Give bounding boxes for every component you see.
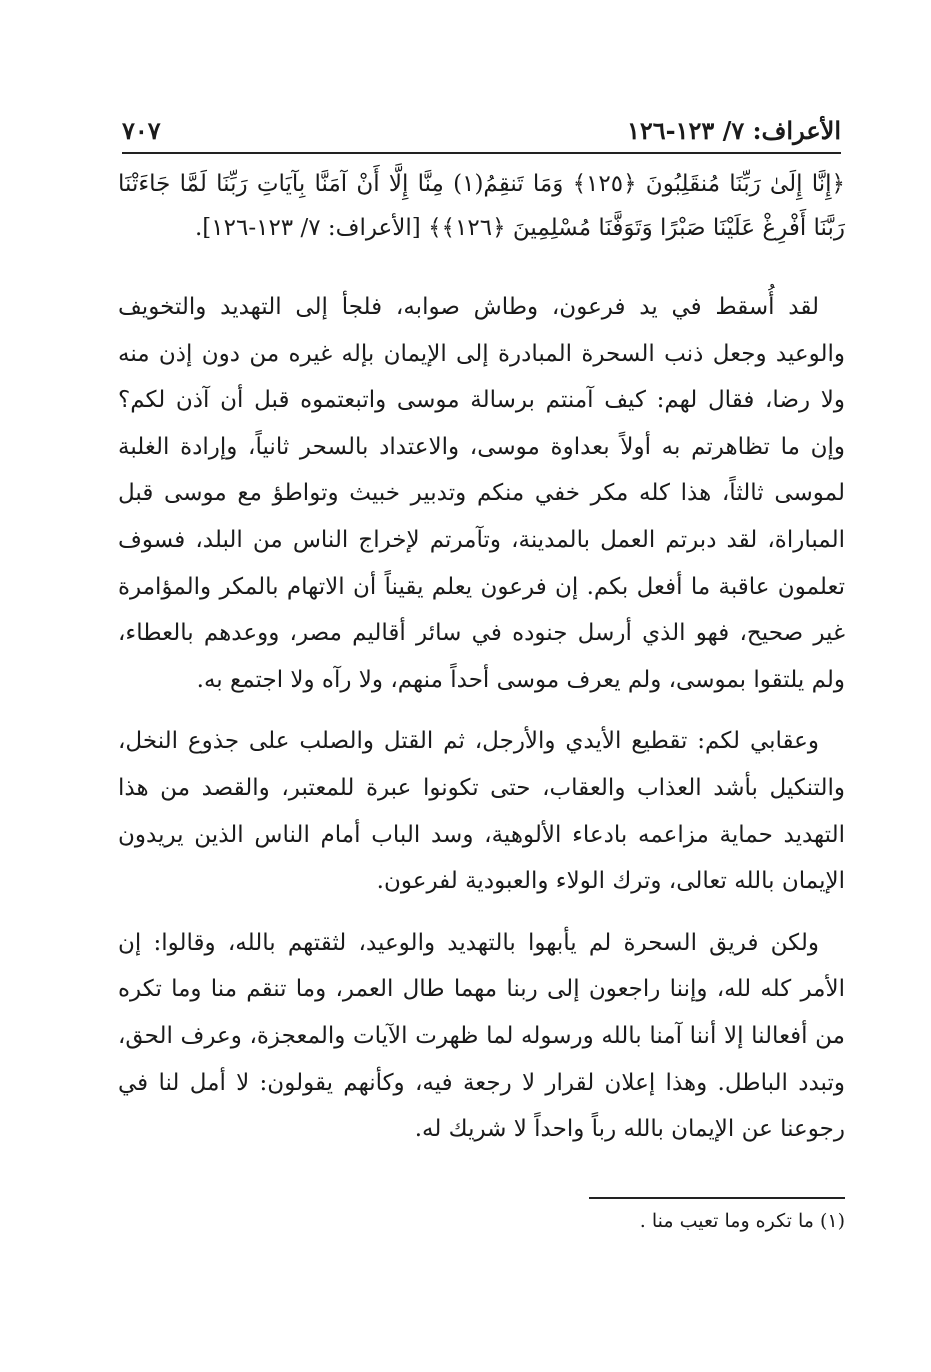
commentary-body <box>118 284 845 1168</box>
header-divider <box>122 152 841 154</box>
paragraph-1: لقد أُسقط في يد فرعون، وطاش صوابه، فلجأ إلى التهديد والتخويف والوعيد وجعل ذنب السحرة المبادرة إلى الإيمان بإله غيره من دون إذن منه ولا رضا، فقال لهم: كيف آمنتم برسالة موسى واتبعتموه قبل أن آذن لكم؟ وإن ما تظاهرتم به أولاً بعداوة موسى، والاعتداد بالسحر ثانياً، وإرادة الغلبة لموسى ثالثاً، هذا كله مكر خفي منكم وتدبير خبيث وتواطؤ مع موسى قبل المباراة، لقد دبرتم العمل بالمدينة، وتآمرتم لإخراج الناس من البلد، فسوف تعلمون عاقبة ما أفعل بكم. إن فرعون يعلم يقيناً أن الاتهام بالمكر والمؤامرة غير صحيح، فهو الذي أرسل جنوده في سائر أقاليم مصر، ووعدهم بالعطاء، ولم يلتقوا بموسى، ولم يعرف موسى أحداً منهم، ولا رآه ولا اجتمع به. <box>118 294 845 693</box>
page-number: ٧٠٧ <box>122 116 161 145</box>
page-header <box>122 112 841 152</box>
quran-verse: ﴿إِنَّا إِلَىٰ رَبِّنَا مُنقَلِبُونَ ﴿١٢٥﴾ وَمَا تَنقِمُ(١) مِنَّا إِلَّا أَنْ آمَنَّا بِآيَاتِ رَبِّنَا لَمَّا جَاءَتْنَا رَبَّنَا أَفْرِغْ عَلَيْنَا صَبْرًا وَتَوَفَّنَا مُسْلِمِينَ ﴿١٢٦﴾﴾ [الأعراف: ٧/ ١٢٣-١٢٦]. <box>118 171 845 241</box>
paragraph-3: ولكن فريق السحرة لم يأبهوا بالتهديد والوعيد، لثقتهم بالله، وقالوا: إن الأمر كله لله، وإننا راجعون إلى ربنا مهما طال العمر، وما تنقم منا وما تكره من أفعالنا إلا أننا آمنا بالله ورسوله لما ظهرت الآيات والمعجزة، وعرف الحق، وتبدد الباطل. وهذا إعلان لقرار لا رجعة فيه، وكأنهم يقولون: لا أمل لنا في رجوعنا عن الإيمان بالله رباً واحداً لا شريك له. <box>118 929 845 1143</box>
footnote: (١) ما تكره وما تعيب منا . <box>639 1210 845 1232</box>
footnote-divider <box>589 1197 845 1199</box>
paragraph-2: وعقابي لكم: تقطيع الأيدي والأرجل، ثم القتل والصلب على جذوع النخل، والتنكيل بأشد العذاب والعقاب، حتى تكونوا عبرة للمعتبر، والقصد من هذا التهديد حماية مزاعمه بادعاء الألوهية، وسد الباب أمام الناس الذين يريدون الإيمان بالله تعالى، وترك الولاء والعبودية لفرعون. <box>118 728 845 895</box>
surah-reference: الأعراف: ٧/ ١٢٣-١٢٦ <box>626 116 841 145</box>
